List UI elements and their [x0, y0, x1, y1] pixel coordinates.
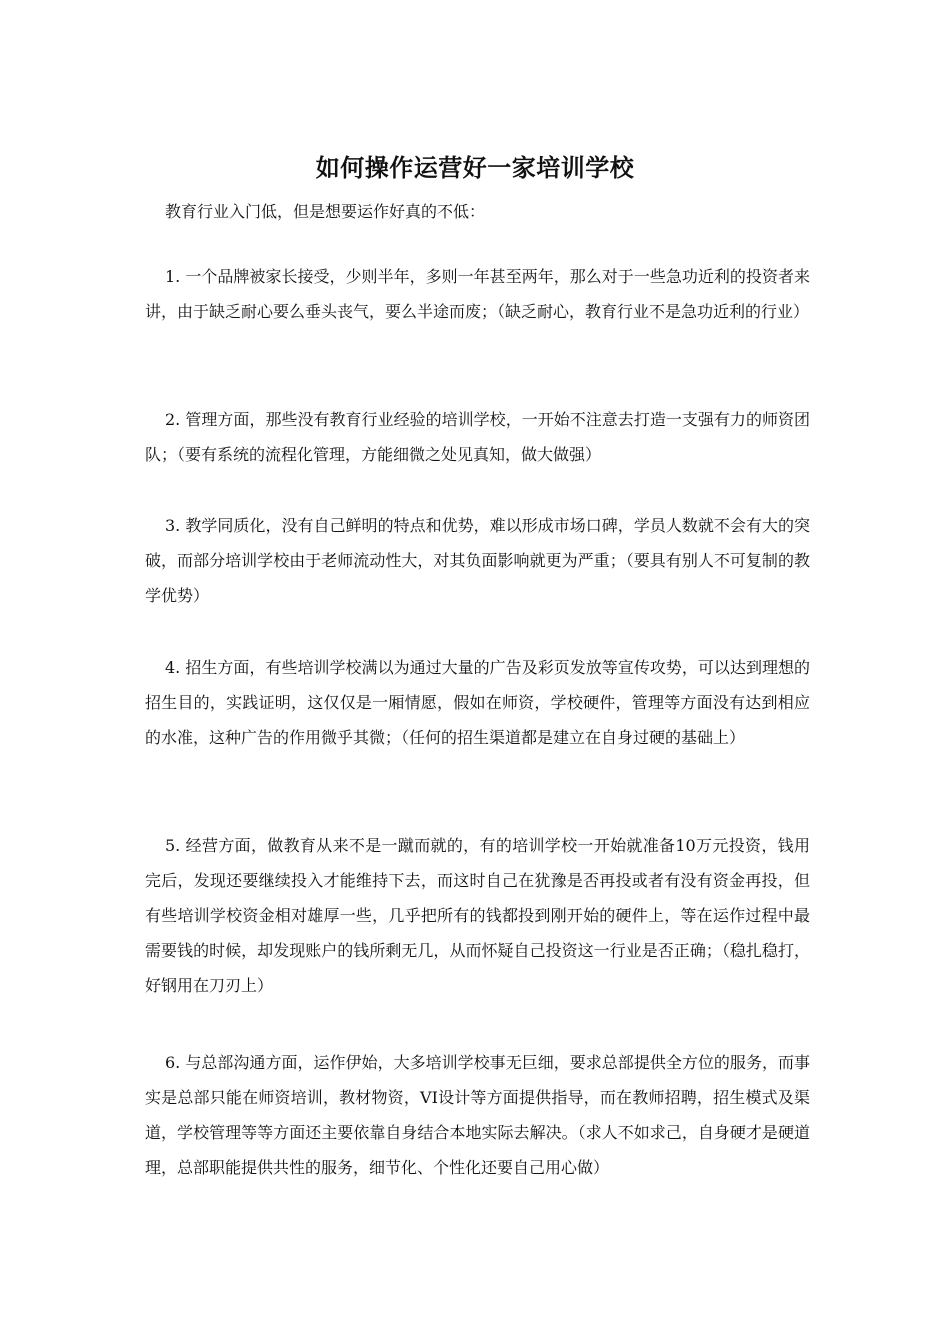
intro-text: 教育行业入门低，但是想要运作好真的不低：: [165, 202, 486, 221]
paragraph-3: 3. 教学同质化，没有自己鲜明的特点和优势，难以形成市场口碑，学员人数就不会有大的突破，而部分培训学校由于老师流动性大，对其负面影响就更为严重；（要具有别人不可复制的教学优势）: [145, 516, 810, 605]
paragraph-4: 4. 招生方面，有些培训学校满以为通过大量的广告及彩页发放等宣传攻势，可以达到理想的招生目的，实践证明，这仅仅是一厢情愿，假如在师资，学校硬件，管理等方面没有达到相应的水准，这种广告的作用微乎其微；（任何的招生渠道都是建立在自身过硬的基础上）: [145, 658, 810, 747]
paragraph-2: 2. 管理方面，那些没有教育行业经验的培训学校，一开始不注意去打造一支强有力的师资团队；（要有系统的流程化管理，方能细微之处见真知，做大做强）: [145, 410, 810, 464]
paragraph-1: 1. 一个品牌被家长接受，少则半年，多则一年甚至两年，那么对于一些急功近利的投资者来讲，由于缺乏耐心要么垂头丧气，要么半途而废；（缺乏耐心，教育行业不是急功近利的行业）: [145, 267, 810, 321]
paragraph-5: 5. 经营方面，做教育从来不是一蹴而就的，有的培训学校一开始就准备10万元投资，钱用完后，发现还要继续投入才能维持下去，而这时自己在犹豫是否再投或者有没有资金再投，但有些培训学校资金相对雄厚一些，几乎把所有的钱都投到刚开始的硬件上，等在运作过程中最需要钱的时候，却发现账户的钱所剩无几，从而怀疑自己投资这一行业是否正确；（稳扎稳打，好钢用在刀刃上）: [145, 836, 810, 995]
paragraph-6: 6. 与总部沟通方面，运作伊始，大多培训学校事无巨细，要求总部提供全方位的服务，而事实是总部只能在师资培训，教材物资，VI设计等方面提供指导，而在教师招聘，招生模式及渠道，学校管理等等方面还主要依靠自身结合本地实际去解决。（求人不如求己，自身硬才是硬道理，总部职能提供共性的服务，细节化、个性化还要自己用心做）: [145, 1053, 810, 1177]
document-title: 如何操作运营好一家培训学校: [315, 153, 635, 182]
